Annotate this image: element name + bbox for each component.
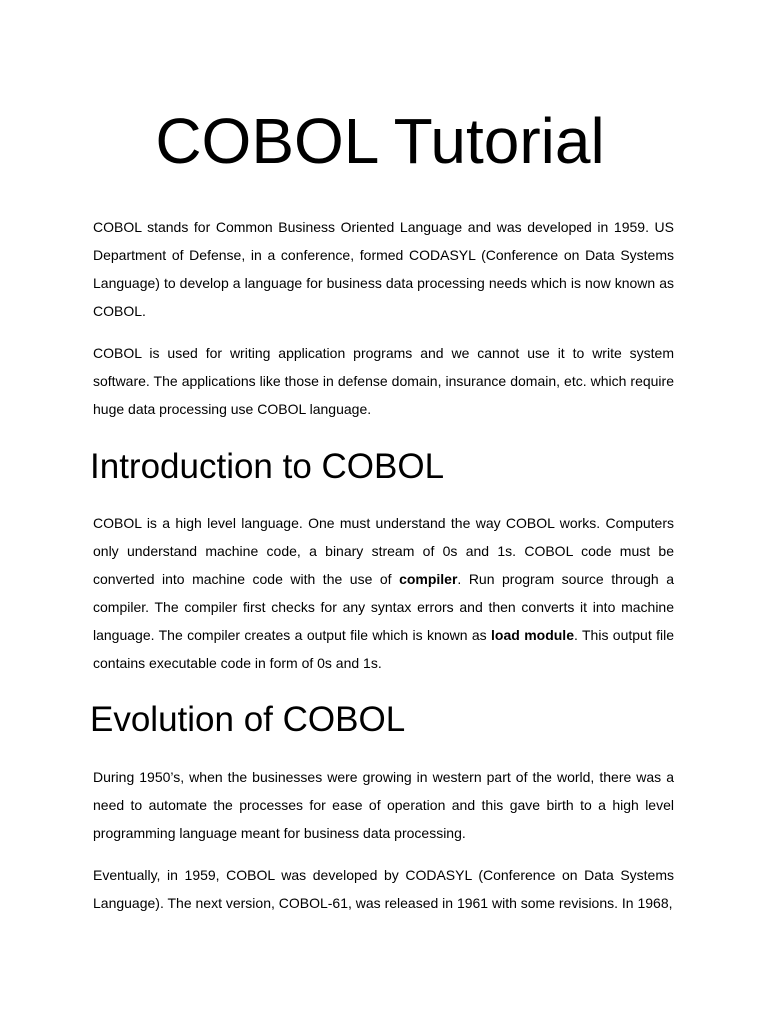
evolution-paragraph-2: Eventually, in 1959, COBOL was developed by CODASYL (Conference on Data Systems Language). The next version, COBOL-61, was released in 1961 with some revisions. In 1968, [93,867,674,911]
intro-paragraph-2: COBOL is used for writing application programs and we cannot use it to write system software. The applications like those in defense domain, insurance domain, etc. which require huge data processing use COBOL language. [93,345,674,417]
introduction-text-3: . This output file contains executable code in form of 0s and 1s. [93,627,675,671]
introduction-paragraph [93,509,674,677]
compiler-term: compiler [399,571,458,587]
load-module-term: load module [491,627,574,643]
introduction-text-2: . Run program source through a compiler. The compiler first checks for any syntax errors and then converts it into machine language. The compiler creates a output file which is known as [93,571,674,643]
section-heading-introduction: Introduction to COBOL [90,447,445,486]
page-title: COBOL Tutorial [155,105,605,177]
section-heading-evolution: Evolution of COBOL [90,700,406,739]
intro-paragraph-1: COBOL stands for Common Business Oriented Language and was developed in 1959. US Department of Defense, in a conference, formed CODASYL (Conference on Data Systems Language) to develop a language for business data processing needs which is now known as COBOL. [93,219,674,319]
evolution-paragraph-1: During 1950’s, when the businesses were growing in western part of the world, there was a need to automate the processes for ease of operation and this gave birth to a high level programming language meant for business data processing. [93,769,674,841]
introduction-text-1: COBOL is a high level language. One must understand the way COBOL works. Computers only understand machine code, a binary stream of 0s and 1s. COBOL code must be converted into machine code with the use of [93,515,674,587]
